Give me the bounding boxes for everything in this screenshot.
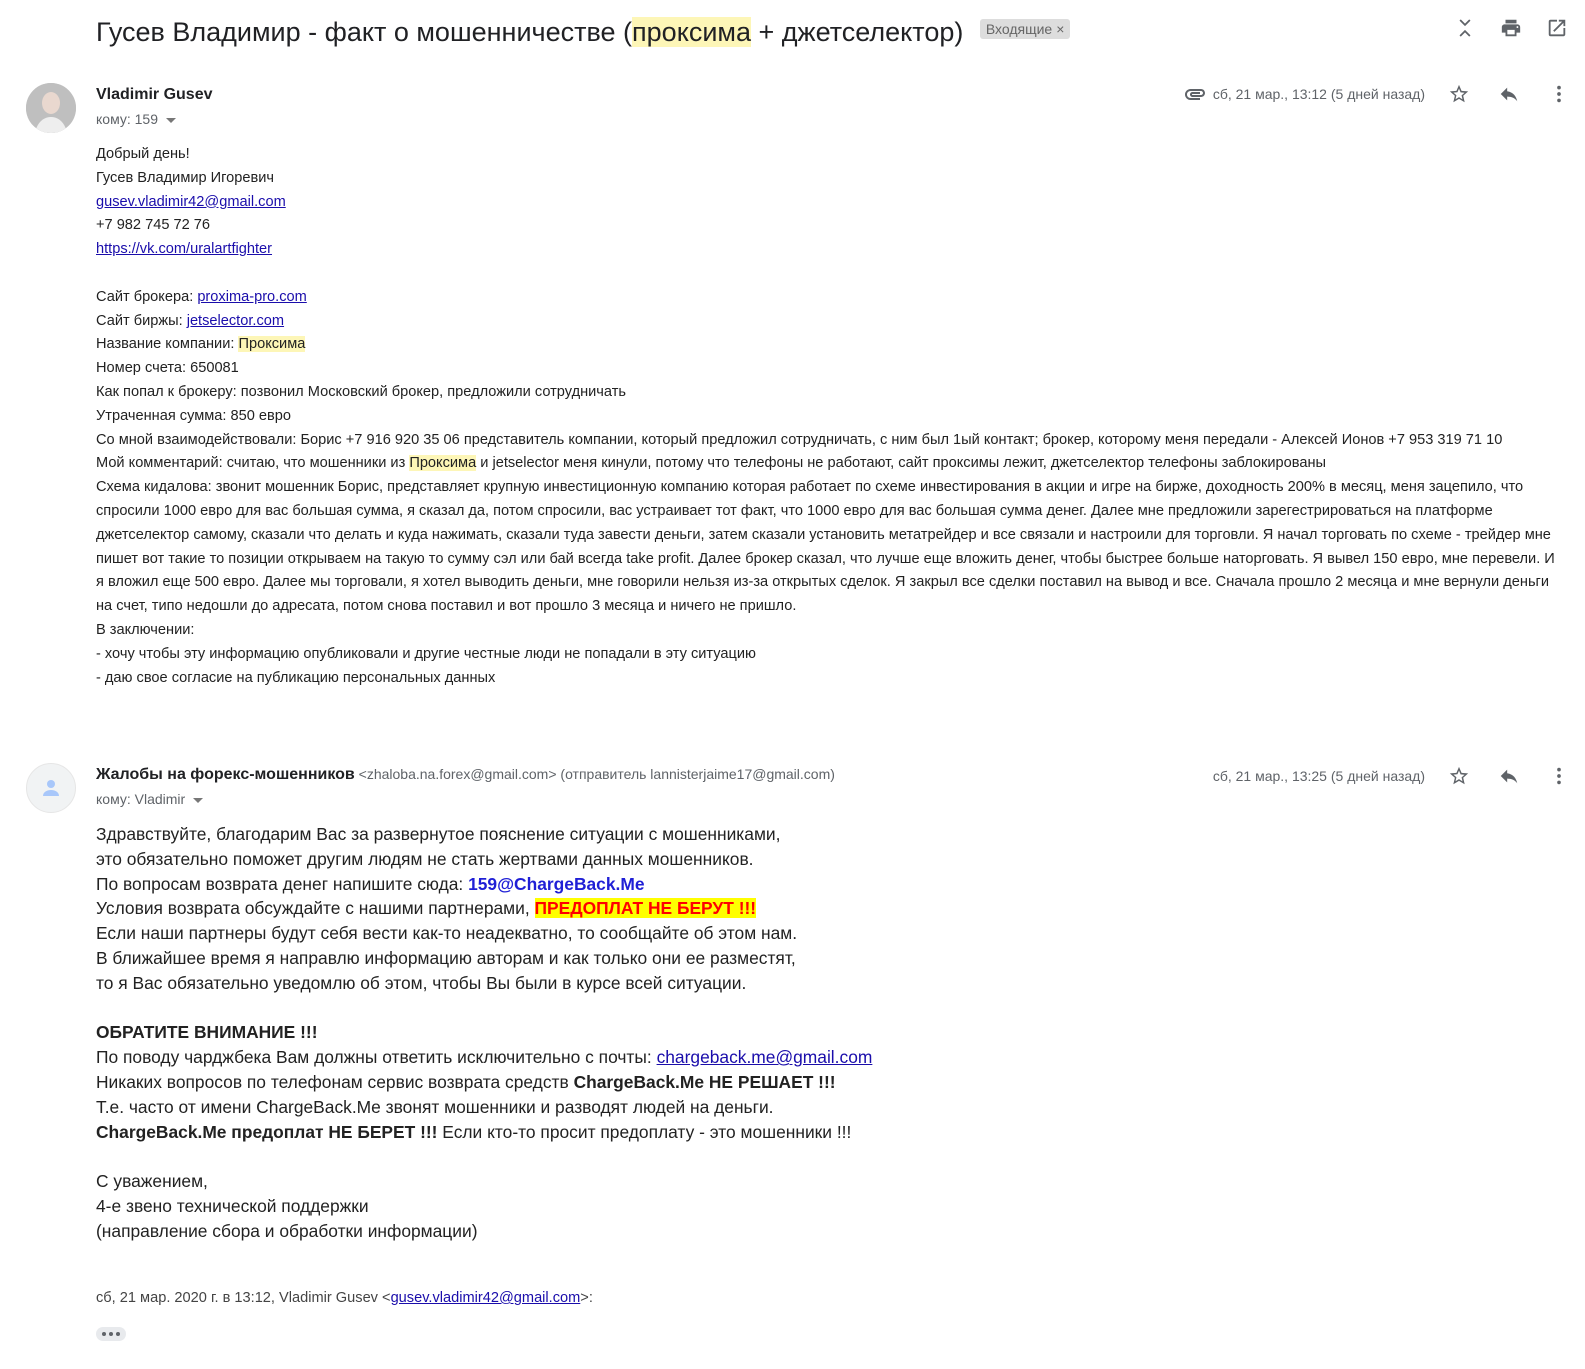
broker-site-line: Сайт брокера: proxima-pro.com xyxy=(96,288,307,305)
subject-text-end: + джетселектор) xyxy=(750,17,964,47)
interacted-line: Со мной взаимодействовали: Борис +7 916 920 35 06 представитель компании, который предложил сотрудничать, с ним был 1ый контакт; брокер, которому меня передали - Алексей Ионов +7 953 319 71 10 xyxy=(96,431,1503,448)
chevron-down-icon[interactable] xyxy=(166,118,176,123)
email-link[interactable]: gusev.vladimir42@gmail.com xyxy=(96,193,286,210)
subject-text-start: Гусев Владимир - факт о мошенничестве ( xyxy=(96,17,633,47)
dot-icon xyxy=(109,1332,113,1336)
avatar-photo-icon xyxy=(26,83,76,133)
inbox-label-text: Входящие xyxy=(985,21,1053,37)
comment-line: Мой комментарий: считаю, что мошенники из Проксима и jetselector меня кинули, потому что телефоны не работают, сайт проксимы лежит, джетселектор телефоны заблокированы xyxy=(96,455,1327,472)
inbox-label-chip[interactable] xyxy=(980,19,1071,39)
thread-header xyxy=(96,12,1585,52)
reply-line-7: то я Вас обязательно уведомлю об этом, чтобы Вы были в курсе всей ситуации. xyxy=(96,972,747,993)
reply-line-9: Никаких вопросов по телефонам сервис возврата средств ChargeBack.Me НЕ РЕШАЕТ !!! xyxy=(96,1071,836,1092)
exchange-site-link[interactable]: jetselector.com xyxy=(186,312,285,329)
show-trimmed-content-button[interactable] xyxy=(96,1327,126,1341)
collapse-all-icon[interactable] xyxy=(1453,16,1477,40)
how-came-line: Как попал к брокеру: позвонил Московский брокер, предложили сотрудничать xyxy=(96,383,626,400)
broker-site-link[interactable]: proxima-pro.com xyxy=(197,288,307,305)
vk-link[interactable]: https://vk.com/uralartfighter xyxy=(96,241,273,258)
reply-icon[interactable] xyxy=(1497,764,1521,788)
remove-label-button[interactable]: × xyxy=(1056,21,1065,37)
company-highlight: Проксима xyxy=(238,336,306,353)
scheme-paragraph: Схема кидалова: звонит мошенник Борис, представляет крупную инвестиционную компанию которая работает по схеме инвестирования в акции и игре на бирже, доходность 200% в месяц, меня зацепило, что спросили 1000 евро для вас большая сумма, я сказал да, потом спросили, вас устраивает тот факт, что 1000 евро для вас большая сумма денег. Далее мне предложили зарегестрироваться на платформе джетселектор самому, сказали что делать и куда нажимать, сказали туда завести деньги, затем сказали установить метатрейдер и все связали и настроили для торговли. Я начал торговать по схеме - трейдер мне пишет вот такие то позиции открываем на такую то сумму сэл или бай всегда take profit. Далее брокер сказал, что лучше еще вложить денег, чтобы быстрее больше наторговать. Я вывел 150 евро, мне перевели. И я вложил еще 500 евро. Далее мы торговали, я хотел выводить деньги, мне говорили нельзя из-за открытых сделок. Я закрыл все сделки поставил на вывод и все. Сначала прошло 2 месяца и мне вернули деньги на счет, типо недошли до адресата, потом снова поставил и вот прошло 3 месяца и ничего не пришло. xyxy=(96,479,1555,615)
comment-highlight: Проксима xyxy=(409,455,477,472)
sender-address: <zhaloba.na.forex@gmail.com> (отправитель lannisterjaime17@gmail.com) xyxy=(354,766,835,782)
dot-icon xyxy=(116,1332,120,1336)
reply-line-6: В ближайшее время я направлю информацию авторам и как только они ее разместят, xyxy=(96,947,796,968)
sender-name[interactable]: Vladimir Gusev xyxy=(96,86,213,103)
quoted-header: сб, 21 мар. 2020 г. в 13:12, Vladimir Gusev <gusev.vladimir42@gmail.com>: xyxy=(96,1290,593,1306)
signature-line-1: С уважением, xyxy=(96,1171,208,1192)
attention-heading: ОБРАТИТЕ ВНИМАНИЕ !!! xyxy=(96,1022,318,1043)
conclusion-line: В заключении: xyxy=(96,621,195,638)
quoted-email-link[interactable]: gusev.vladimir42@gmail.com xyxy=(390,1290,581,1306)
message-1-body xyxy=(96,143,1556,690)
company-line: Название компании: Проксима xyxy=(96,336,306,353)
recipient-text: кому: 159 xyxy=(96,111,158,127)
star-icon[interactable] xyxy=(1447,764,1471,788)
message-date: сб, 21 мар., 13:12 (5 дней назад) xyxy=(1212,86,1425,102)
bullet-2: - даю свое согласие на публикацию персональных данных xyxy=(96,669,496,686)
thread-toolbar xyxy=(1453,16,1569,40)
recipients-toggle[interactable] xyxy=(96,111,176,127)
reply-line-5: Если наши партнеры будут себя вести как-то неадекватно, то сообщайте об этом нам. xyxy=(96,923,798,944)
sender-avatar-photo[interactable] xyxy=(26,83,76,133)
dot-icon xyxy=(102,1332,106,1336)
sender-avatar-default[interactable] xyxy=(26,763,76,813)
message-date: сб, 21 мар., 13:25 (5 дней назад) xyxy=(1212,768,1425,784)
sender-name[interactable]: Жалобы на форекс-мошенников <zhaloba.na.forex@gmail.com> (отправитель lannisterjaime17@gmail.com) xyxy=(96,766,835,783)
reply-line-2: это обязательно поможет другим людям не стать жертвами данных мошенников. xyxy=(96,848,754,869)
chargeback-gmail-link[interactable]: chargeback.me@gmail.com xyxy=(656,1047,873,1068)
chargeback-email-text: 159@ChargeBack.Me xyxy=(468,873,645,894)
message-2-body xyxy=(96,822,1296,1244)
person-icon xyxy=(39,776,63,800)
more-vert-icon[interactable] xyxy=(1547,764,1571,788)
more-vert-icon[interactable] xyxy=(1547,82,1571,106)
no-prepayment-warning: ПРЕДОПЛАТ НЕ БЕРУТ !!! xyxy=(534,898,757,919)
phone-text: +7 982 745 72 76 xyxy=(96,217,211,234)
reply-line-10: Т.е. часто от имени ChargeBack.Me звонят мошенники и разводят людей на деньги. xyxy=(96,1096,774,1117)
exchange-site-line: Сайт биржы: jetselector.com xyxy=(96,312,285,329)
full-name-text: Гусев Владимир Игоревич xyxy=(96,169,275,186)
reply-line-1: Здравствуйте, благодарим Вас за развернутое пояснение ситуации с мошенниками, xyxy=(96,824,781,844)
greeting-text: Добрый день! xyxy=(96,146,190,162)
message-2-meta xyxy=(1213,764,1585,788)
print-icon[interactable] xyxy=(1499,16,1523,40)
signature-line-3: (направление сбора и обработки информации) xyxy=(96,1220,478,1241)
attachment-icon xyxy=(1183,82,1207,106)
thread-subject xyxy=(96,12,963,52)
recipient-text: кому: Vladimir xyxy=(96,791,186,807)
subject-highlight: проксима xyxy=(632,17,751,47)
recipients-toggle[interactable] xyxy=(96,791,203,807)
reply-icon[interactable] xyxy=(1497,82,1521,106)
account-line: Номер счета: 650081 xyxy=(96,360,239,377)
message-1-meta xyxy=(1183,82,1585,106)
new-window-icon[interactable] xyxy=(1545,16,1569,40)
reply-line-3: По вопросам возврата денег напишите сюда: 159@ChargeBack.Me xyxy=(96,873,645,894)
reply-line-8: По поводу чарджбека Вам должны ответить исключительно с почты: chargeback.me@gmail.com xyxy=(96,1047,873,1068)
reply-line-4: Условия возврата обсуждайте с нашими партнерами, ПРЕДОПЛАТ НЕ БЕРУТ !!! xyxy=(96,898,757,919)
signature-line-2: 4-е звено технической поддержки xyxy=(96,1195,369,1216)
chevron-down-icon[interactable] xyxy=(193,798,203,803)
star-icon[interactable] xyxy=(1447,82,1471,106)
reply-line-11: ChargeBack.Me предоплат НЕ БЕРЕТ !!! Если кто-то просит предоплату - это мошенники !!! xyxy=(96,1121,852,1142)
bullet-1: - хочу чтобы эту информацию опубликовали и другие честные люди не попадали в эту ситуацию xyxy=(96,645,756,662)
lost-amount-line: Утраченная сумма: 850 евро xyxy=(96,407,292,424)
